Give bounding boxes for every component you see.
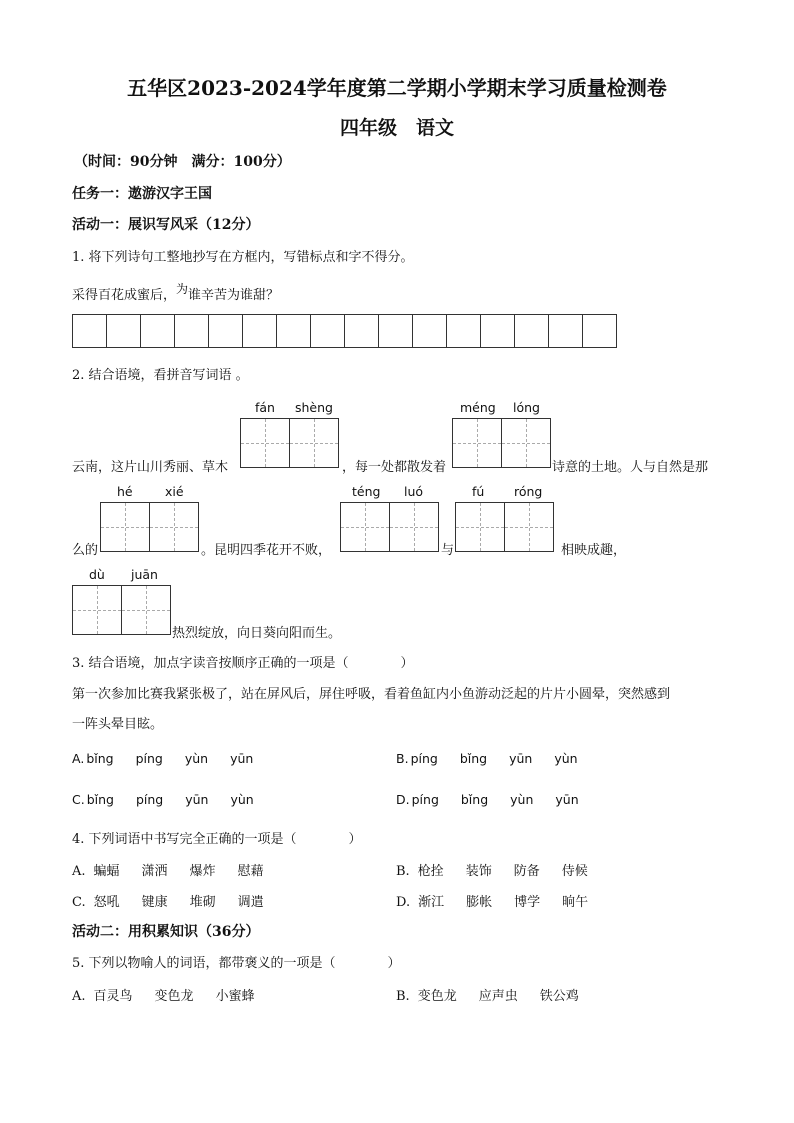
tianzige-hexie[interactable] bbox=[100, 502, 199, 552]
answer-cell[interactable] bbox=[378, 314, 413, 348]
q4-option-a[interactable]: A. 蝙蝠 潇洒 爆炸 慰藉 bbox=[72, 864, 264, 879]
answer-cell[interactable] bbox=[446, 314, 481, 348]
q3-stem: 3. 结合语境，加点字读音按顺序正确的一项是（ ） bbox=[72, 656, 414, 671]
option-label: B. bbox=[396, 751, 409, 766]
pinyin-du: dù bbox=[89, 567, 105, 582]
q2-line2-c: 与 bbox=[441, 543, 455, 558]
q4-option-c[interactable]: C. 怒吼 键康 堆砌 调遣 bbox=[72, 895, 264, 910]
answer-cell[interactable] bbox=[276, 314, 311, 348]
option-label: A. bbox=[72, 751, 85, 766]
q2-stem: 2. 结合语境，看拼音写词语 。 bbox=[72, 368, 249, 383]
q2-line1-c: 诗意的土地。人与自然是那 bbox=[552, 460, 709, 475]
activity2-heading: 活动二：用积累知识（36分） bbox=[72, 924, 260, 940]
q4-option-d[interactable]: D. 渐江 膨帐 博学 晌午 bbox=[396, 895, 589, 910]
q5-option-a[interactable]: A. 百灵鸟 变色龙 小蜜蜂 bbox=[72, 989, 255, 1004]
activity1-heading: 活动一：展识写风采（12分） bbox=[72, 217, 260, 233]
q1-ruby: 为 bbox=[176, 282, 189, 296]
answer-cell[interactable] bbox=[582, 314, 617, 348]
tianzige-fansheng[interactable] bbox=[240, 418, 339, 468]
tianzige-furong[interactable] bbox=[455, 502, 554, 552]
answer-cell[interactable] bbox=[174, 314, 209, 348]
pinyin-xie: xié bbox=[165, 484, 184, 499]
q4-option-b[interactable]: B. 枪拴 装饰 防备 侍候 bbox=[396, 864, 588, 879]
tianzige-dujuan[interactable] bbox=[72, 585, 171, 635]
answer-cell[interactable] bbox=[140, 314, 175, 348]
q2-line1-b: ，每一处都散发着 bbox=[342, 460, 447, 475]
answer-cell[interactable] bbox=[72, 314, 107, 348]
pinyin-meng: méng bbox=[460, 400, 496, 415]
answer-cell[interactable] bbox=[242, 314, 277, 348]
q1-poem-post: 谁辛苦为谁甜？ bbox=[188, 288, 280, 303]
q5-stem: 5. 下列以物喻人的词语，都带褒义的一项是（ ） bbox=[72, 956, 401, 971]
q2-line2-d: 相映成趣， bbox=[561, 543, 627, 558]
answer-cell[interactable] bbox=[480, 314, 515, 348]
answer-cell[interactable] bbox=[412, 314, 447, 348]
answer-cell[interactable] bbox=[208, 314, 243, 348]
q1-answer-grid bbox=[72, 314, 616, 348]
tianzige-tengluo[interactable] bbox=[340, 502, 439, 552]
q3-passage-line2: 一阵头晕目眩。 bbox=[72, 717, 164, 732]
q1-poem-pre: 采得百花成蜜后， bbox=[72, 288, 177, 303]
option-label: C. bbox=[72, 792, 85, 807]
q3-option-b[interactable]: B. píng bǐng yūn yùn bbox=[396, 751, 578, 766]
q2-line2-b: 。昆明四季花开不败， bbox=[201, 543, 332, 558]
answer-cell[interactable] bbox=[106, 314, 141, 348]
pinyin-rong: róng bbox=[514, 484, 543, 499]
task1-heading: 任务一：遨游汉字王国 bbox=[72, 186, 212, 202]
pinyin-teng: téng bbox=[352, 484, 381, 499]
q1-poem bbox=[72, 284, 279, 303]
pinyin-luo: luó bbox=[404, 484, 424, 499]
q2-line3: 热烈绽放，向日葵向阳而生。 bbox=[172, 626, 342, 641]
answer-cell[interactable] bbox=[514, 314, 549, 348]
answer-cell[interactable] bbox=[310, 314, 345, 348]
pinyin-sheng: shèng bbox=[295, 400, 333, 415]
q4-stem: 4. 下列词语中书写完全正确的一项是（ ） bbox=[72, 832, 362, 847]
q2-line1-a: 云南，这片山川秀丽、草木 bbox=[72, 460, 229, 475]
exam-title: 五华区2023-2024学年度第二学期小学期末学习质量检测卷 bbox=[127, 76, 667, 100]
pinyin-fu: fú bbox=[472, 484, 485, 499]
q1-stem: 1. 将下列诗句工整地抄写在方框内，写错标点和字不得分。 bbox=[72, 250, 414, 265]
answer-cell[interactable] bbox=[548, 314, 583, 348]
tianzige-menglong[interactable] bbox=[452, 418, 551, 468]
q3-passage-line1: 第一次参加比赛我紧张极了，站在屏风后，屏住呼吸，看着鱼缸内小鱼游动泛起的片片小圆晕，突然感到 bbox=[72, 687, 671, 702]
q3-option-a[interactable]: A. bǐng píng yùn yūn bbox=[72, 751, 254, 766]
pinyin-he: hé bbox=[117, 484, 133, 499]
q3-option-c[interactable]: C. bǐng píng yūn yùn bbox=[72, 792, 254, 807]
pinyin-long: lóng bbox=[513, 400, 540, 415]
pinyin-juan: juān bbox=[131, 567, 158, 582]
q2-line2-a: 么的 bbox=[72, 543, 99, 558]
option-label: D. bbox=[396, 792, 410, 807]
q5-option-b[interactable]: B. 变色龙 应声虫 铁公鸡 bbox=[396, 989, 579, 1004]
exam-subtitle: 四年级 语文 bbox=[339, 117, 454, 139]
answer-cell[interactable] bbox=[344, 314, 379, 348]
pinyin-fan: fán bbox=[255, 400, 275, 415]
q3-option-d[interactable]: D. píng bǐng yùn yūn bbox=[396, 792, 579, 807]
exam-info: （时间：90分钟 满分：100分） bbox=[74, 154, 291, 170]
